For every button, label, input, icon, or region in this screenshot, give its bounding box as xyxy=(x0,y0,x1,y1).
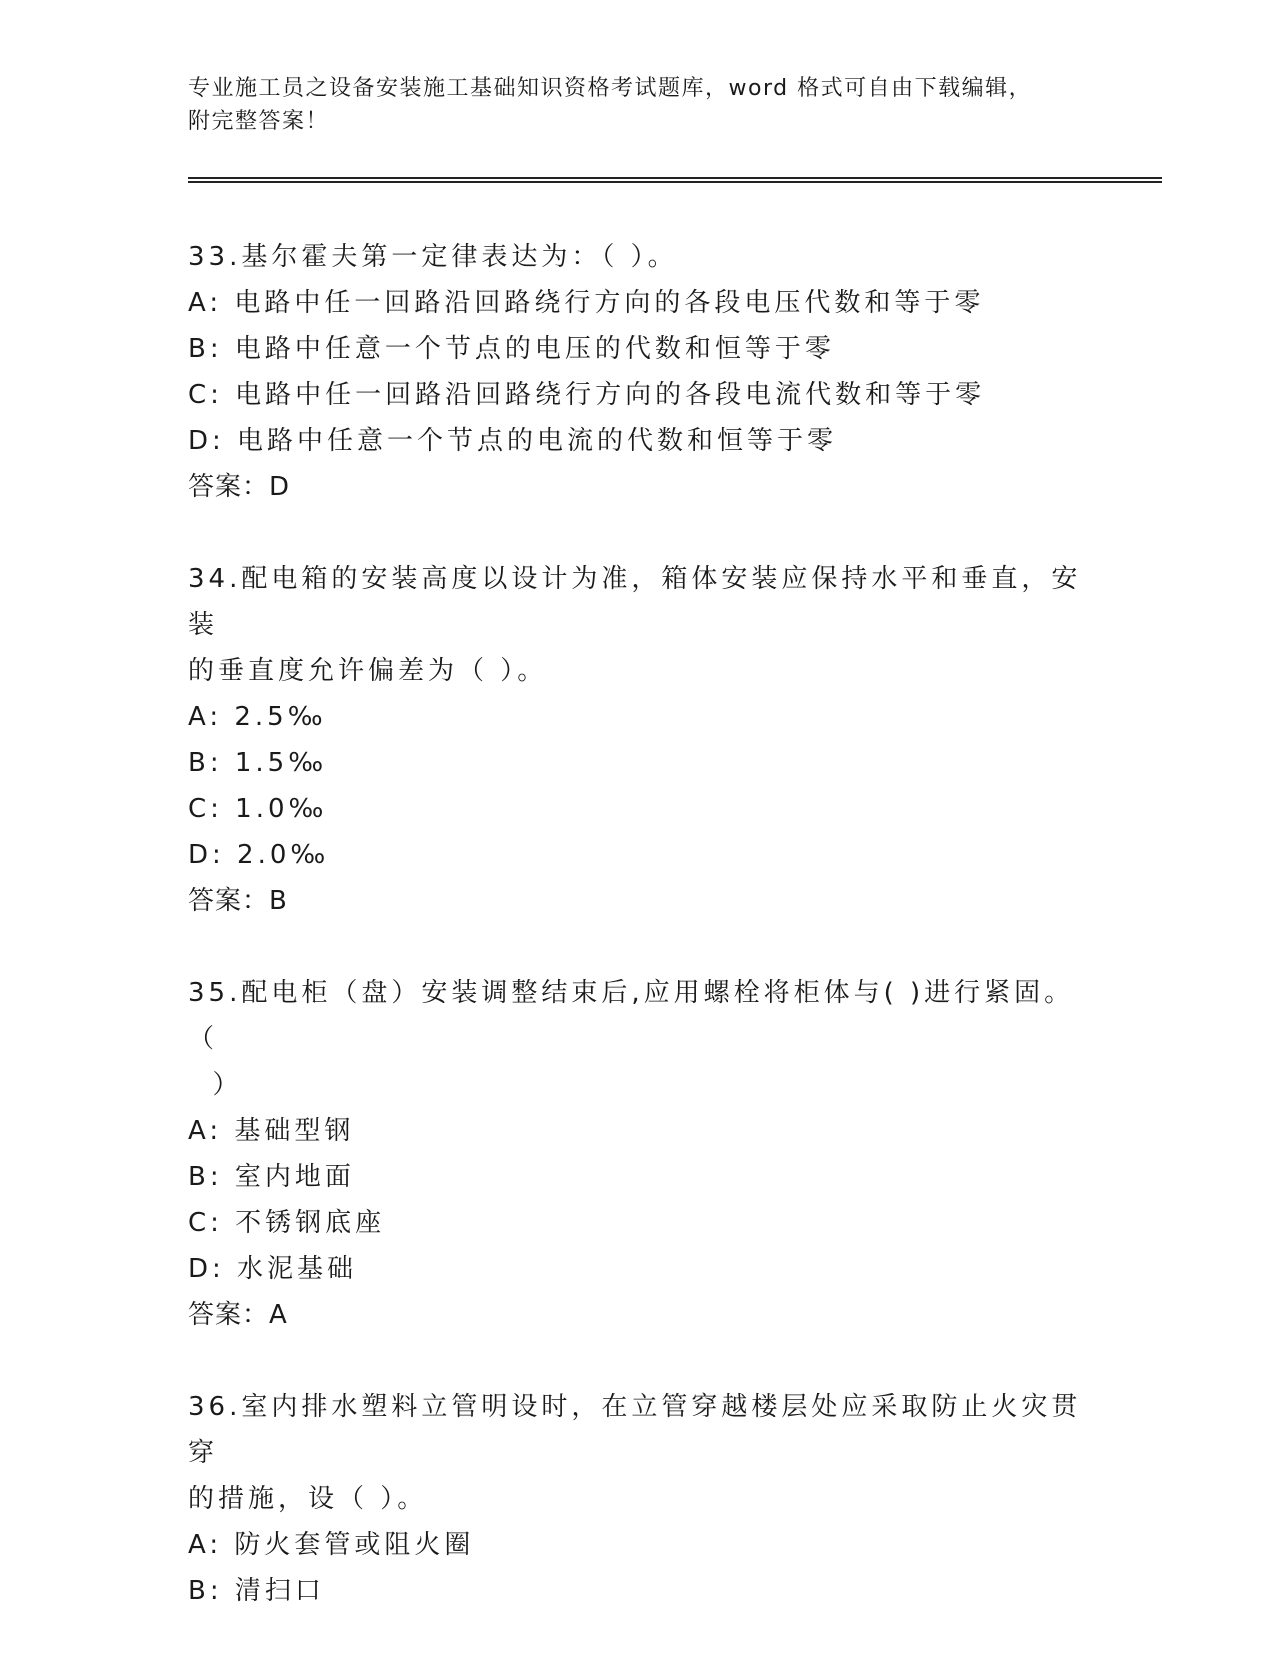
question-list xyxy=(188,234,1088,1660)
question-33 xyxy=(188,234,1088,510)
option-b: B: 1.5‰ xyxy=(188,748,328,778)
question-stem: 33.基尔霍夫第一定律表达为：（ ）。 xyxy=(188,242,678,272)
option-a: A: 电路中任一回路沿回路绕行方向的各段电压代数和等于零 xyxy=(188,288,985,318)
option-c: C: 电路中任一回路沿回路绕行方向的各段电流代数和等于零 xyxy=(188,380,986,410)
option-d: D: 2.0‰ xyxy=(188,840,330,870)
option-c: C: 1.0‰ xyxy=(188,794,328,824)
option-b: B: 清扫口 xyxy=(188,1576,325,1606)
option-a: A: 防火套管或阻火圈 xyxy=(188,1530,475,1560)
answer: 答案：B xyxy=(188,886,288,916)
header-line-1: 专业施工员之设备安装施工基础知识资格考试题库，word 格式可自由下载编辑， xyxy=(188,76,1033,101)
header-double-rule xyxy=(188,177,1162,183)
option-a: A: 基础型钢 xyxy=(188,1116,355,1146)
answer: 答案：D xyxy=(188,472,291,502)
question-34 xyxy=(188,556,1088,924)
question-35 xyxy=(188,970,1088,1338)
option-a: A: 2.5‰ xyxy=(188,702,327,732)
question-stem-continued: 的措施，设（ ）。 xyxy=(188,1484,428,1514)
document-header xyxy=(188,72,1088,138)
question-stem-continued: ） xyxy=(188,1070,243,1100)
question-36 xyxy=(188,1384,1088,1614)
question-stem-continued: 的垂直度允许偏差为（ ）。 xyxy=(188,656,548,686)
option-b: B: 电路中任意一个节点的电压的代数和恒等于零 xyxy=(188,334,835,364)
option-c: C: 不锈钢底座 xyxy=(188,1208,386,1238)
option-d: D: 水泥基础 xyxy=(188,1254,358,1284)
answer: 答案：A xyxy=(188,1300,288,1330)
option-b: B: 室内地面 xyxy=(188,1162,355,1192)
header-line-2: 附完整答案！ xyxy=(188,109,330,134)
question-stem: 36.室内排水塑料立管明设时，在立管穿越楼层处应采取防止火灾贯穿 xyxy=(188,1392,1082,1468)
question-stem: 35.配电柜（盘）安装调整结束后,应用螺栓将柜体与( )进行紧固。（ xyxy=(188,978,1075,1054)
question-stem: 34.配电箱的安装高度以设计为准，箱体安装应保持水平和垂直，安装 xyxy=(188,564,1082,640)
option-d: D: 电路中任意一个节点的电流的代数和恒等于零 xyxy=(188,426,838,456)
